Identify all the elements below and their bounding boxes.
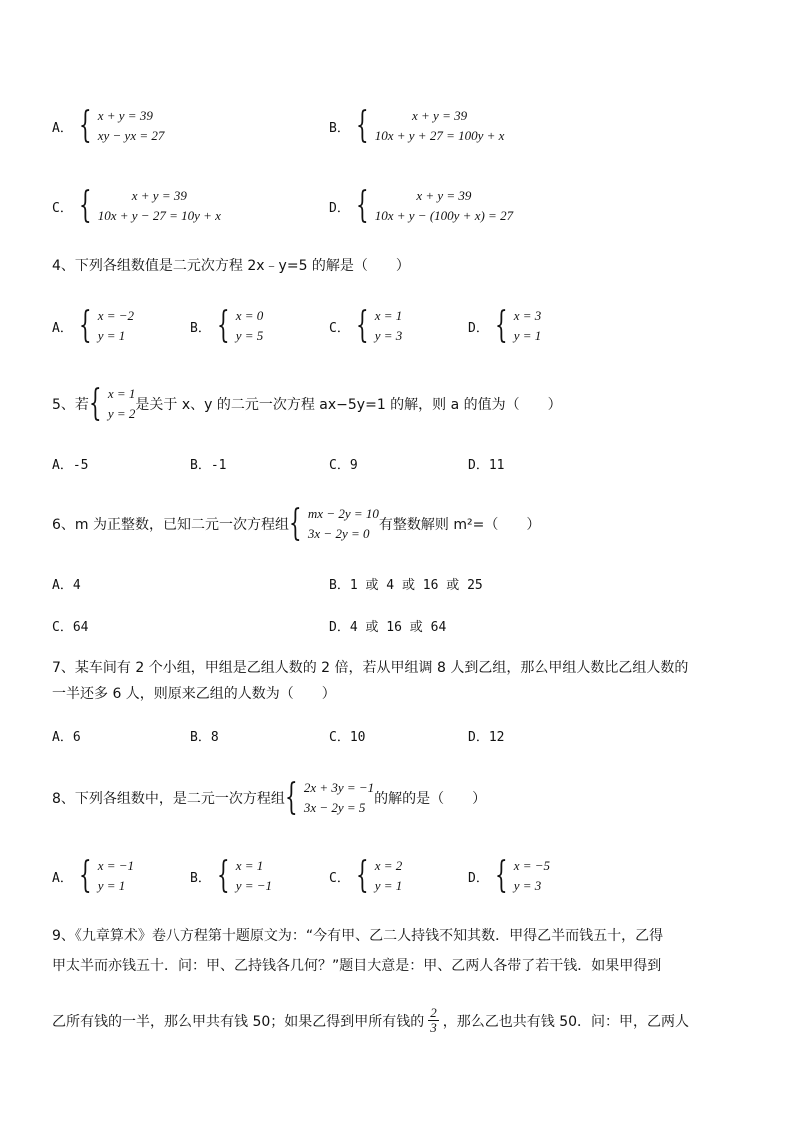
q3-option-d[interactable]	[329, 186, 513, 226]
q9-line2: 甲太半而亦钱五十．问：甲、乙持钱各几何？”题目大意是：甲、乙两人各带了若干钱．如果甲得到	[52, 958, 662, 974]
equation-system	[79, 186, 221, 226]
equation: x = 2	[374, 858, 403, 873]
q3-option-a[interactable]	[52, 106, 164, 146]
equation-system	[89, 384, 135, 424]
q8-option-b[interactable]	[190, 856, 272, 896]
equation: y = 3	[513, 878, 542, 893]
equation: y = 1	[97, 328, 126, 343]
equation: x + y = 39	[412, 108, 468, 123]
q6-option-c[interactable]: C．64	[52, 620, 89, 635]
q3-option-c[interactable]	[52, 186, 221, 226]
equation: xy − yx = 27	[97, 128, 165, 143]
q9-line1: 9、《九章算术》卷八方程第十题原文为：“今有甲、乙二人持钱不知其数．甲得乙半而钱五十，乙得	[52, 928, 664, 944]
q6-option-d[interactable]: D．4 或 16 或 64	[329, 620, 447, 635]
left-brace-icon: {	[216, 305, 230, 346]
q4-stem: 4、下列各组数值是二元次方程 2x﹣y=5 的解是（ ）	[52, 258, 410, 274]
equation: 2x + 3y = −1	[303, 780, 375, 795]
equation: 10x + y + 27 = 100y + x	[374, 128, 505, 143]
equation-system	[217, 306, 263, 346]
equation: x + y = 39	[131, 188, 187, 203]
equation: y = 5	[235, 328, 264, 343]
equation: x + y = 39	[97, 108, 153, 123]
equation: x = −5	[513, 858, 551, 873]
q5-stem	[52, 384, 562, 424]
left-brace-icon: {	[78, 185, 92, 226]
equation-system	[285, 778, 374, 818]
q3-option-b[interactable]	[329, 106, 504, 146]
q6-stem	[52, 504, 540, 544]
q9-line3-end: ，那么乙也共有钱 50．问：甲，乙两人	[442, 1013, 690, 1030]
q5-prefix: 5、若	[52, 397, 89, 413]
equation: 10x + y − 27 = 10y + x	[97, 208, 221, 223]
equation-system	[217, 856, 272, 896]
equation: x + y = 39	[416, 188, 472, 203]
equation-system	[79, 106, 165, 146]
q7-stem-line2: 一半还多 6 人，则原来乙组的人数为（ ）	[52, 686, 336, 702]
equation: y = 3	[374, 328, 403, 343]
q4-option-d[interactable]	[468, 306, 541, 346]
q9-line3-start: 乙所有钱的一半，那么甲共有钱 50；如果乙得到甲所有钱的	[52, 1013, 425, 1030]
equation: x = 1	[235, 858, 264, 873]
equation: x = 1	[374, 308, 403, 323]
equation: x = −2	[97, 308, 135, 323]
equation: y = 1	[513, 328, 542, 343]
option-label: D．	[468, 320, 489, 336]
equation-system	[356, 306, 402, 346]
option-label: D．	[468, 870, 489, 886]
equation: y = −1	[235, 878, 273, 893]
q7-option-c[interactable]: C．10	[329, 730, 366, 745]
q6-option-b[interactable]: B．1 或 4 或 16 或 25	[329, 578, 483, 593]
q7-option-a[interactable]: A．6	[52, 730, 81, 745]
fraction	[428, 1006, 439, 1035]
q7-stem-line1: 7、某车间有 2 个小组，甲组是乙组人数的 2 倍，若从甲组调 8 人到乙组，那么甲组人数比乙组人数的	[52, 660, 689, 676]
left-brace-icon: {	[355, 855, 369, 896]
equation: y = 1	[374, 878, 403, 893]
fraction-denominator: 3	[430, 1020, 437, 1035]
q6-suffix: 有整数解则 m²=（ ）	[378, 517, 541, 533]
equation-system	[495, 856, 550, 896]
fraction-numerator: 2	[430, 1005, 437, 1020]
left-brace-icon: {	[284, 777, 298, 818]
equation: x = 3	[513, 308, 542, 323]
equation: x = 1	[107, 386, 136, 401]
option-label: C．	[329, 870, 350, 886]
equation-system	[356, 106, 505, 146]
left-brace-icon: {	[355, 185, 369, 226]
q7-option-b[interactable]: B．8	[190, 730, 219, 745]
equation-system	[289, 504, 379, 544]
equation: x = 0	[235, 308, 264, 323]
q8-prefix: 8、下列各组数中，是二元一次方程组	[52, 791, 285, 807]
left-brace-icon: {	[216, 855, 230, 896]
option-label: A．	[52, 120, 73, 136]
option-label: A．	[52, 870, 73, 886]
option-label: B．	[329, 120, 350, 136]
left-brace-icon: {	[78, 855, 92, 896]
equation-system	[79, 856, 134, 896]
option-label: A．	[52, 320, 73, 336]
q7-option-d[interactable]: D．12	[468, 730, 505, 745]
option-label: B．	[190, 870, 211, 886]
option-label: B．	[190, 320, 211, 336]
q8-suffix: 的解的是（ ）	[374, 791, 487, 807]
equation: y = 2	[107, 406, 136, 421]
option-label: C．	[329, 320, 350, 336]
q6-option-a[interactable]: A．4	[52, 578, 81, 593]
q8-option-a[interactable]	[52, 856, 134, 896]
option-label: C．	[52, 200, 73, 216]
equation: mx − 2y = 10	[307, 506, 379, 521]
left-brace-icon: {	[355, 105, 369, 146]
left-brace-icon: {	[355, 305, 369, 346]
q5-option-d[interactable]: D．11	[468, 458, 505, 473]
q5-option-c[interactable]: C．9	[329, 458, 358, 473]
left-brace-icon: {	[494, 305, 508, 346]
left-brace-icon: {	[289, 503, 302, 544]
q5-option-b[interactable]: B．-1	[190, 458, 227, 473]
left-brace-icon: {	[78, 105, 92, 146]
q4-option-a[interactable]	[52, 306, 134, 346]
q9-line3	[52, 1006, 689, 1035]
equation: 3x − 2y = 5	[303, 800, 366, 815]
q8-stem	[52, 778, 486, 818]
equation-system	[79, 306, 134, 346]
q5-option-a[interactable]: A．-5	[52, 458, 89, 473]
option-label: D．	[329, 200, 350, 216]
equation: y = 1	[97, 878, 126, 893]
equation-system	[356, 186, 513, 226]
q8-option-d[interactable]	[468, 856, 550, 896]
left-brace-icon: {	[494, 855, 508, 896]
q4-option-c[interactable]	[329, 306, 402, 346]
equation: x = −1	[97, 858, 135, 873]
equation-system	[356, 856, 402, 896]
q6-prefix: 6、m 为正整数，已知二元一次方程组	[52, 517, 289, 533]
q5-suffix: 是关于 x、y 的二元一次方程 ax−5y=1 的解，则 a 的值为（ ）	[135, 397, 562, 413]
equation: 10x + y − (100y + x) = 27	[374, 208, 514, 223]
q8-option-c[interactable]	[329, 856, 402, 896]
left-brace-icon: {	[88, 383, 102, 424]
left-brace-icon: {	[78, 305, 92, 346]
equation: 3x − 2y = 0	[307, 526, 370, 541]
q4-option-b[interactable]	[190, 306, 263, 346]
equation-system	[495, 306, 541, 346]
